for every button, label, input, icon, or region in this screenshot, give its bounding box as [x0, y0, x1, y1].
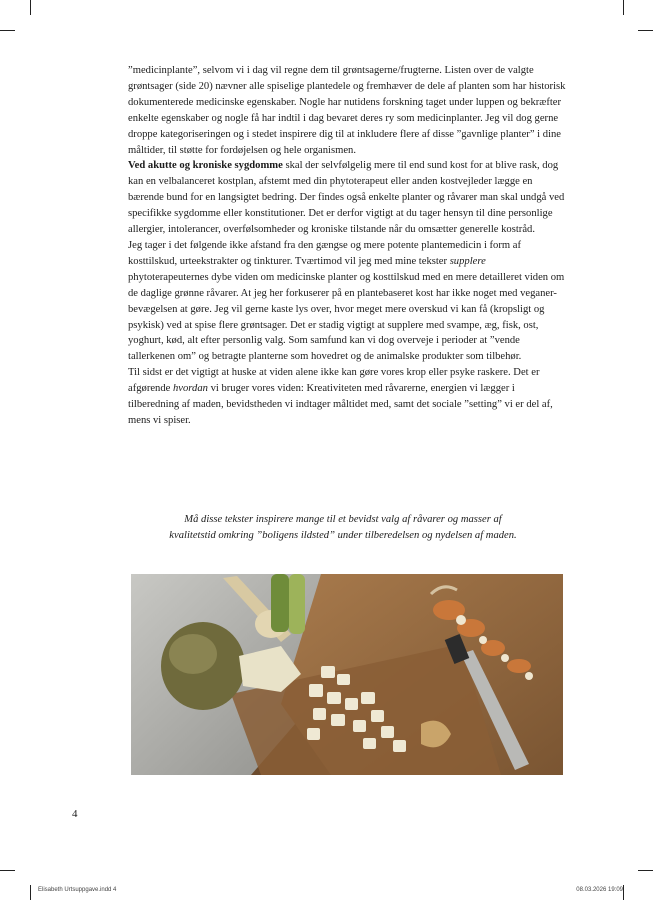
- slug-filename: Elisabeth Urtsuppgave.indd 4: [38, 887, 117, 893]
- crop-mark-top-right-horizontal: [638, 30, 653, 31]
- paragraph-til-sidst: [128, 365, 568, 429]
- emphasis-hvordan: hvordan: [173, 383, 208, 395]
- vegetables-photo: [131, 574, 563, 775]
- paragraph-plantemedicin-text-a: Jeg tager i det følgende ikke afstand fra den gængse og mere potente plantemedicin i form af kosttilskud, urteekstrakter og tinkturer. Tværtimod vil jeg med mine tekster: [128, 239, 522, 267]
- paragraph-plantemedicin: [128, 238, 568, 365]
- paragraph-medicinplante: ”medicinplante”, selvom vi i dag vil regne dem til grøntsagerne/frugterne. Listen over de valgte grøntsager (side 20) nævner alle spiselige plantedele og fremhæver de dele af planten som har historisk dokumenterede medicinske egenskaber. Nogle har nutidens forskning taget under luppen og bekræfter enkelte egenskaber og nogle få har indtil i dag bevaret deres ry som medicinplanter. Jeg vil dog gerne droppe kategoriseringen og i stedet inspirere dig til at inkludere flere af disse ”gavnlige planter” i dine måltider, til støtte for fordøjelsen og hele organismen.: [128, 65, 566, 156]
- paragraph-sygdomme-text: skal der selvfølgelig mere til end sund kost for at blive rask, dog kan en velbalanceret kostplan, afstemt med din phytoterapeut eller anden kostvejleder lægge en bærende bund for en langsigtet bedring. Der findes også enkelte planter og råvarer man skal undgå ved specifikke sygdomme eller konstitutioner. Det er derfor vigtigt at du tager hensyn til dine personlige allergier, intolerancer, overfølsomheder og kroniske tilstande når du omsætter generelle kostråd.: [128, 160, 565, 236]
- paragraph-plantemedicin-text-b: phytoterapeuternes dybe viden om medicinske planter og kosttilskud med en mere detailleret viden om de daglige grønne råvarer. At jeg her forkuserer på en plantebaseret kost har ikke noget med veganer-bevægelsen at gøre. Jeg vil gerne kaste lys over, hvor meget mere overskud vi kan få (kropsligt og psykisk) ved at spise flere grøntsager. Det er stadig vigtigt at supplere med svampe, æg, fisk, ost, yoghurt, kød, alt efter personlig valg. Som samfund kan vi dog overveje i perioder at ”vende tallerkenen om” og betragte planterne som hovedret og de animalske produkter som tilbehør.: [128, 271, 565, 363]
- paragraph-til-sidst-text-b: vi bruger vores viden: Kreativiteten med råvarerne, energien vi lægger i tilberedning af maden, bevidstheden vi indtager måltidet med, samt det sociale ”setting” vi er del af, mens vi spiser.: [128, 383, 553, 426]
- pull-quote: [128, 512, 558, 543]
- slug-timestamp: 08.03.2026 19:09: [576, 887, 623, 893]
- page-number: 4: [72, 808, 78, 820]
- emphasis-supplere: supplere: [449, 255, 486, 267]
- vegetables-illustration: [131, 574, 563, 775]
- paragraph-til-sidst-text-a: Til sidst er det vigtigt at huske at viden alene ikke kan gøre vores krop eller psyke raskere. Det er afgørende: [128, 367, 540, 395]
- pull-quote-line-2: kvalitetstid omkring ”boligens ildsted” under tilberedelsen og nydelsen af maden.: [169, 529, 517, 541]
- crop-mark-bottom-left-vertical: [30, 885, 31, 900]
- body-text: [128, 63, 568, 429]
- crop-mark-bottom-left-horizontal: [0, 870, 15, 871]
- paragraph-sygdomme: [128, 158, 568, 238]
- pull-quote-line-1: Må disse tekster inspirere mange til et bevidst valg af råvarer og masser af: [184, 514, 502, 525]
- crop-mark-bottom-right-horizontal: [638, 870, 653, 871]
- crop-mark-top-right-vertical: [623, 0, 624, 15]
- crop-mark-top-left-vertical: [30, 0, 31, 15]
- paragraph-sygdomme-heading: Ved akutte og kroniske sygdomme: [128, 160, 283, 172]
- crop-mark-bottom-right-vertical: [623, 885, 624, 900]
- crop-mark-top-left-horizontal: [0, 30, 15, 31]
